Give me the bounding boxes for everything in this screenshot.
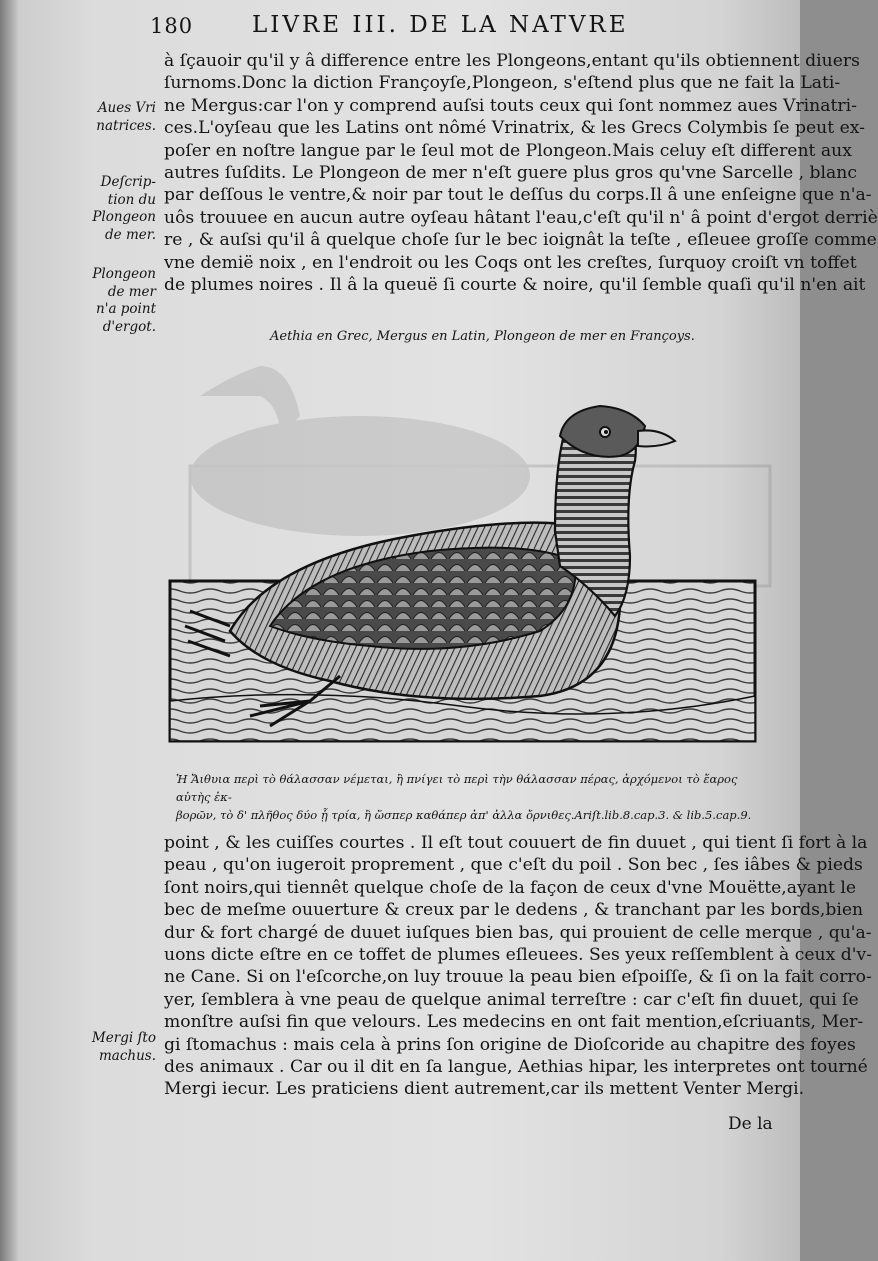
- text-line: poſer en noſtre langue par le ſeul mot de Plongeon.Mais celuy eſt different aux: [164, 140, 852, 161]
- text-line: ces.L'oyſeau que les Latins ont nômé Vrinatrix, & les Grecs Colymbis ſe peut ex-: [164, 118, 865, 139]
- text-line: uôs trouuee en aucun autre oyſeau hâtant l'eau,c'eſt qu'il n' â point d'ergot derriè: [164, 207, 878, 228]
- text-line: par deſſous le ventre,& noir par tout le deſſus du corps.Il â une enſeigne que n'a-: [164, 185, 872, 206]
- margin-note-ergot: Plongeon de mer n'a point d'ergot.: [92, 266, 156, 335]
- text-line: peau , qu'on iugeroit proprement , que c'eſt du poil . Son bec , ſes iâbes & pieds: [164, 855, 863, 876]
- running-head: LIVRE III. DE LA NATVRE: [252, 12, 629, 38]
- text-line: yer, ſemblera à vne peau de quelque animal terreſtre : car c'eſt fin duuet, qui ſe: [164, 989, 859, 1010]
- text-line: vne demië noix , en l'endroit ou les Coqs ont les creſtes, ſurquoy croiſt vn toffet: [164, 252, 857, 273]
- text-line: de plumes noires . Il â la queuë ſi courte & noire, qu'il ſemble quaſi qu'il n'en ait: [164, 275, 866, 296]
- text-line: ne Cane. Si on l'eſcorche,on luy trouue la peau bien eſpoiſſe, & ſi on la fait corro-: [164, 967, 872, 988]
- catchword: De la: [728, 1114, 773, 1134]
- text-line: re , & auſsi qu'il â quelque choſe ſur le bec ioignât la teſte , eſleuee groſſe comme: [164, 230, 877, 251]
- text-line: autres ſuſdits. Le Plongeon de mer n'eſt guere plus gros qu'vne Sarcelle , blanc: [164, 163, 857, 184]
- text-line: bec de meſme ouuerture & creux par le dedens , & tranchant par les bords,bien: [164, 900, 864, 921]
- text-line: uons dicte eſtre en ce toffet de plumes eſleuees. Ses yeux reſſemblent à ceux d'v-: [164, 945, 873, 966]
- body-text-top: [164, 50, 878, 296]
- page-gutter-shadow: [0, 0, 18, 1261]
- figure-caption: Aethia en Grec, Mergus en Latin, Plongeon de mer en Françoys.: [270, 329, 695, 344]
- margin-note-description: Deſcrip- tion du Plongeon de mer.: [92, 174, 156, 243]
- text-line: monſtre auſsi fin que velours. Les medecins en ont fait mention,eſcriuants, Mer-: [164, 1012, 864, 1033]
- text-line: Mergi iecur. Les praticiens dient autrement,car ils mettent Venter Mergi.: [164, 1079, 805, 1100]
- text-line: gi ſtomachus : mais cela à prins ſon origine de Dioſcoride au chapitre des foyes: [164, 1034, 856, 1055]
- body-text-bottom: [164, 832, 873, 1101]
- greek-line: Ἡ Ἄιθυια περὶ τὸ θάλασσαν νέμεται, ἢ πνίγει τὸ περὶ τὴν θάλασσαν πέρας, ἀρχόμενοι τὸ ἔαρος αὐτὴς ἐκ-: [176, 772, 738, 804]
- greek-citation: [176, 770, 766, 824]
- text-line: ne Mergus:car l'on y comprend auſsi touts ceux qui ſont nommez aues Vrinatri-: [164, 95, 857, 116]
- text-line: ſurnoms.Donc la diction Françoyſe,Plongeon, s'eſtend plus que ne fait la Lati-: [164, 73, 841, 94]
- bird-beak: [638, 430, 675, 446]
- margin-note-mergi-stomachus: Mergi ſto machus.: [91, 1030, 156, 1064]
- text-line: point , & les cuiſſes courtes . Il eſt tout couuert de fin duuet , qui tient ſi fort à la: [164, 833, 868, 853]
- text-line: ſont noirs,qui tiennêt quelque choſe de la façon de ceux d'vne Mouëtte,ayant le: [164, 877, 857, 898]
- text-line: dur & fort chargé de duuet iuſques bien bas, qui prouient de celle merque , qu'a-: [164, 922, 872, 943]
- text-line: des animaux . Car ou il dit en ſa langue, Aethias hipar, les interpretes ont tourné: [164, 1057, 868, 1078]
- page-number: 180: [150, 14, 194, 38]
- greek-line: βορῶν, τὸ δ' πλῆθος δύο ᾗ τρία, ἢ ὥσπερ καθάπερ ἀπ' ἀλλα ὄρνιθες.Ariſt.lib.8.cap.3. & lib.5.cap.9.: [176, 808, 752, 822]
- woodcut-grebe-illustration: [160, 356, 760, 756]
- text-line: à ſçauoir qu'il y â difference entre les Plongeons,entant qu'ils obtiennent diuers: [164, 51, 860, 71]
- margin-note-aues-vrinatrices: Aues Vri natrices.: [96, 100, 156, 134]
